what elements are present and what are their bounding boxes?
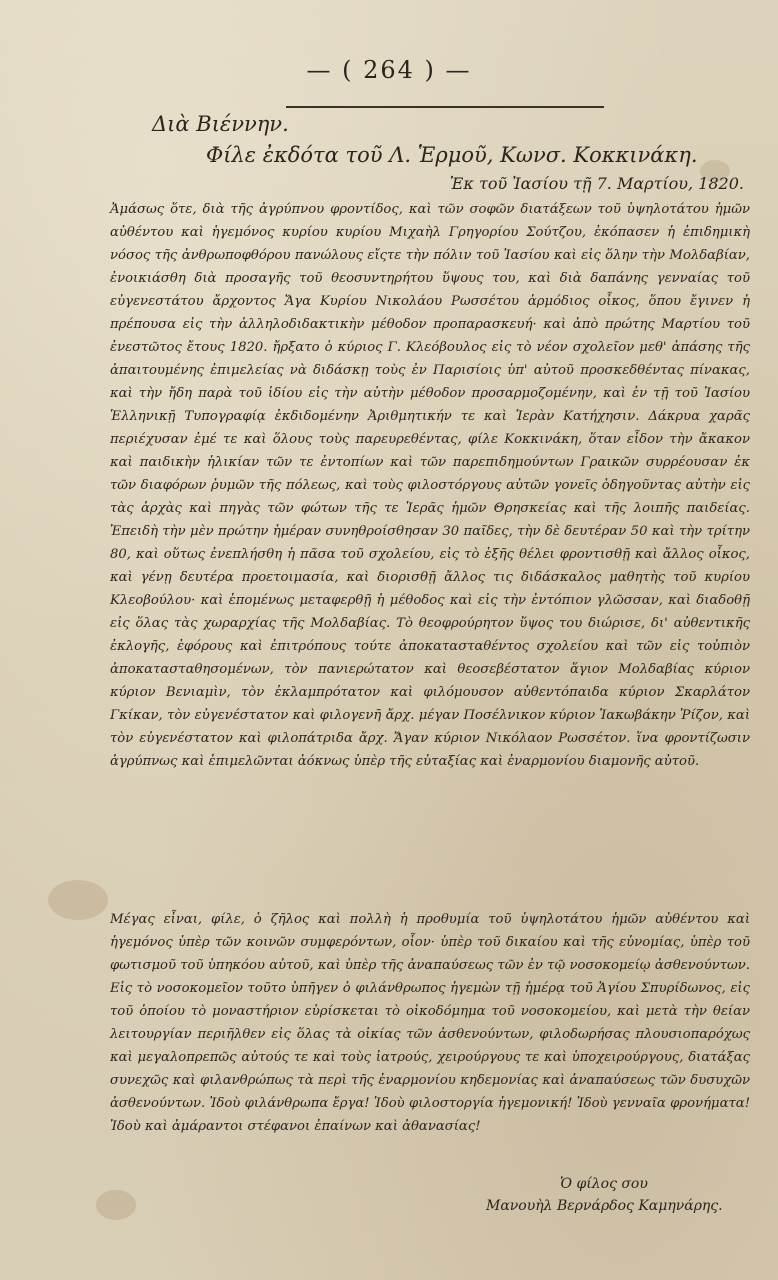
body-paragraph: Ἀμάσως ὅτε, διὰ τῆς ἀγρύπνου φροντίδος, καὶ τῶν σοφῶν διατάξεων τοῦ ὑψηλοτάτου ἡμῶν αὐθέντου καὶ ἡγεμόνος κυρίου κυρίου Μιχαὴλ Γρηγορίου Σούτζου, ἐκόπασεν ἡ ἐπιδημικὴ νόσος τῆς ἀνθρωποφθόρου πανώλους εἴςτε τὴν πόλιν τοῦ Ἰασίου καὶ εἰς ὅλην τὴν Μολδαβίαν, ἐνοικιάσθη διὰ προσαγῆς τοῦ θεοσυντηρήτου ὕψους του, καὶ διὰ δαπάνης γενναίας τοῦ εὐγενεστάτου ἄρχοντος Ἄγα Κυρίου Νικολάου Ρωσσέτου ἁρμόδιος οἶκος, ὅπου ἔγινεν ἡ πρέπουσα εἰς τὴν ἀλληλοδιδακτικὴν μέθοδον προπαρασκευή· καὶ ἀπὸ πρώτης Μαρτίου τοῦ ἐνεστῶτος ἔτους 1820. ἤρξατο ὁ κύριος Γ. Κλεόβουλος εἰς τὸ νέον σχολεῖον μεθ' ἁπάσης τῆς ἀπαιτουμένης ἐπιμελείας νὰ διδάσκῃ τοὺς ἐν Παρισίοις ὑπ' αὐτοῦ προσκεδθέντας πίνακας, καὶ τὴν ἤδη παρὰ τοῦ ἰδίου εἰς τὴν αὐτὴν μέθοδον προσαρμοζομένην, καὶ ἐν τῇ τοῦ Ἰασίου Ἑλληνικῇ Τυπογραφίᾳ ἐκδιδομένην Ἀριθμητικήν τε καὶ Ἱερὰν Κατήχησιν. Δάκρυα χαρᾶς περιέχυσαν ἐμέ τε καὶ ὅλους τοὺς παρευρεθέντας, φίλε Κοκκινάκη, ὅταν εἶδον τὴν ἄκακον καὶ παιδικὴν ἡλικίαν τῶν τε ἐντοπίων καὶ τῶν παρεπιδημούντων Γραικῶν συρρέουσαν ἐκ τῶν διαφόρων ῥυμῶν τῆς πόλεως, καὶ τοὺς φιλοστόργους αὐτῶν γονεῖς ὁδηγοῦντας αὐτὴν εἰς τὰς ἀρχὰς καὶ πηγὰς τῶν φώτων τῆς τε Ἱερᾶς ἡμῶν Θρησκείας καὶ τῆς λοιπῆς παιδείας. Ἐπειδὴ τὴν μὲν πρώτην ἡμέραν συνηθροίσθησαν 30 παῖδες, τὴν δὲ δευτέραν 50 καὶ τὴν τρίτην 80, καὶ οὕτως ἐνεπλήσθη ἡ πᾶσα τοῦ σχολείου, εἰς τὸ ἑξῆς θέλει φροντισθῇ καὶ ἄλλος οἶκος, καὶ γένῃ δευτέρα προετοιμασία, καὶ διορισθῇ ἄλλος τις διδάσκαλος μαθητὴς τοῦ κυρίου Κλεοβούλου· καὶ ἑπομένως μεταφερθῇ ἡ μέθοδος καὶ εἰς τὴν ἐντόπιον γλῶσσαν, καὶ διαδοθῇ εἰς ὅλας τὰς χωραρχίας τῆς Μολδαβίας. Τὸ θεοφρούρητον ὕψος του διώρισε, δι' αὐθεντικῆς ἐκλογῆς, ἐφόρους καὶ ἐπιτρόπους τούτε ἀποκατασταθέντος σχολείου καὶ τῶν εἰς τοὐπιὸν ἀποκατασταθησομένων, τὸν πανιερώτατον καὶ θεοσεβέστατον ἅγιον Μολδαβίας κύριον κύριον Βενιαμὶν, τὸν ἐκλαμπρότατον καὶ φιλόμουσον αὐθεντόπαιδα κύριον Σκαρλάτον Γκίκαν, τὸν εὐγενέστατον καὶ φιλογενῆ ἄρχ. μέγαν Ποσέλνικον κύριον Ἰακωβάκην Ῥίζον, καὶ τὸν εὐγενέστατον καὶ φιλοπάτριδα ἄρχ. Ἄγαν κύριον Νικόλαον Ρωσσέτον. ἵνα φροντίζωσιν ἀγρύπνως καὶ ἐπιμελῶνται ἀόκνως ὑπὲρ τῆς εὐταξίας καὶ ἐναρμονίου διαμονῆς αὐτοῦ. xyxy=(110,202,750,769)
dateline: Ἐκ τοῦ Ἰασίου τῇ 7. Μαρτίου, 1820. xyxy=(449,174,744,193)
header-rule xyxy=(286,106,604,108)
signature: Μανουὴλ Βερνάρδος Καμηνάρης. xyxy=(486,1198,723,1214)
paper-stain xyxy=(48,880,108,920)
page-number: — ( 264 ) — xyxy=(306,56,472,84)
paper-stain xyxy=(96,1190,136,1220)
letter-subheading: Φίλε ἐκδότα τοῦ Λ. Ἑρμοῦ, Κωνσ. Κοκκινάκη. xyxy=(206,143,698,167)
closing-line: Ὁ φίλος σου xyxy=(560,1176,648,1192)
letter-heading: Διὰ Βιέννην. xyxy=(152,112,289,136)
body-paragraph: Μέγας εἶναι, φίλε, ὁ ζῆλος καὶ πολλὴ ἡ προθυμία τοῦ ὑψηλοτάτου ἡμῶν αὐθέντου καὶ ἡγεμόνος ὑπὲρ τῶν κοινῶν συμφερόντων, οἷον· ὑπὲρ τοῦ δικαίου καὶ τῆς εὐνομίας, ὑπὲρ τοῦ φωτισμοῦ τοῦ ὑπηκόου αὐτοῦ, καὶ ὑπὲρ τῆς ἀναπαύσεως τῶν ἐν τῷ νοσοκομείῳ ἀσθενούντων. Εἰς τὸ νοσοκομεῖον τοῦτο ὑπῆγεν ὁ φιλάνθρωπος ἡγεμὼν τῇ ἡμέρᾳ τοῦ Ἁγίου Σπυρίδωνος, εἰς τοῦ ὁποίου τὸ μοναστήριον εὑρίσκεται τὸ οἰκοδόμημα τοῦ νοσοκομείου, καὶ μετὰ τὴν θείαν λειτουργίαν περιῆλθεν εἰς ὅλας τὰ οἰκίας τῶν ἀσθενούντων, φιλοδωρήσας πλουσιοπαρόχως καὶ μεγαλοπρεπῶς αὐτούς τε καὶ τοὺς ἰατρούς, χειρούργους τε καὶ ὑποχειρούργους, διατάξας συνεχῶς καὶ φιλανθρώπως τὰ περὶ τῆς ἐναρμονίου κηδεμονίας καὶ ἀναπαύσεως τῶν δυσυχῶν ἀσθενούντων. Ἰδοὺ φιλάνθρωπα ἔργα! Ἰδοὺ φιλοστοργία ἡγεμονική! Ἰδοὺ γενναῖα φρονήματα! Ἰδοὺ καὶ ἀμάραντοι στέφανοι ἐπαίνων καὶ ἀθανασίας! xyxy=(110,912,750,1134)
